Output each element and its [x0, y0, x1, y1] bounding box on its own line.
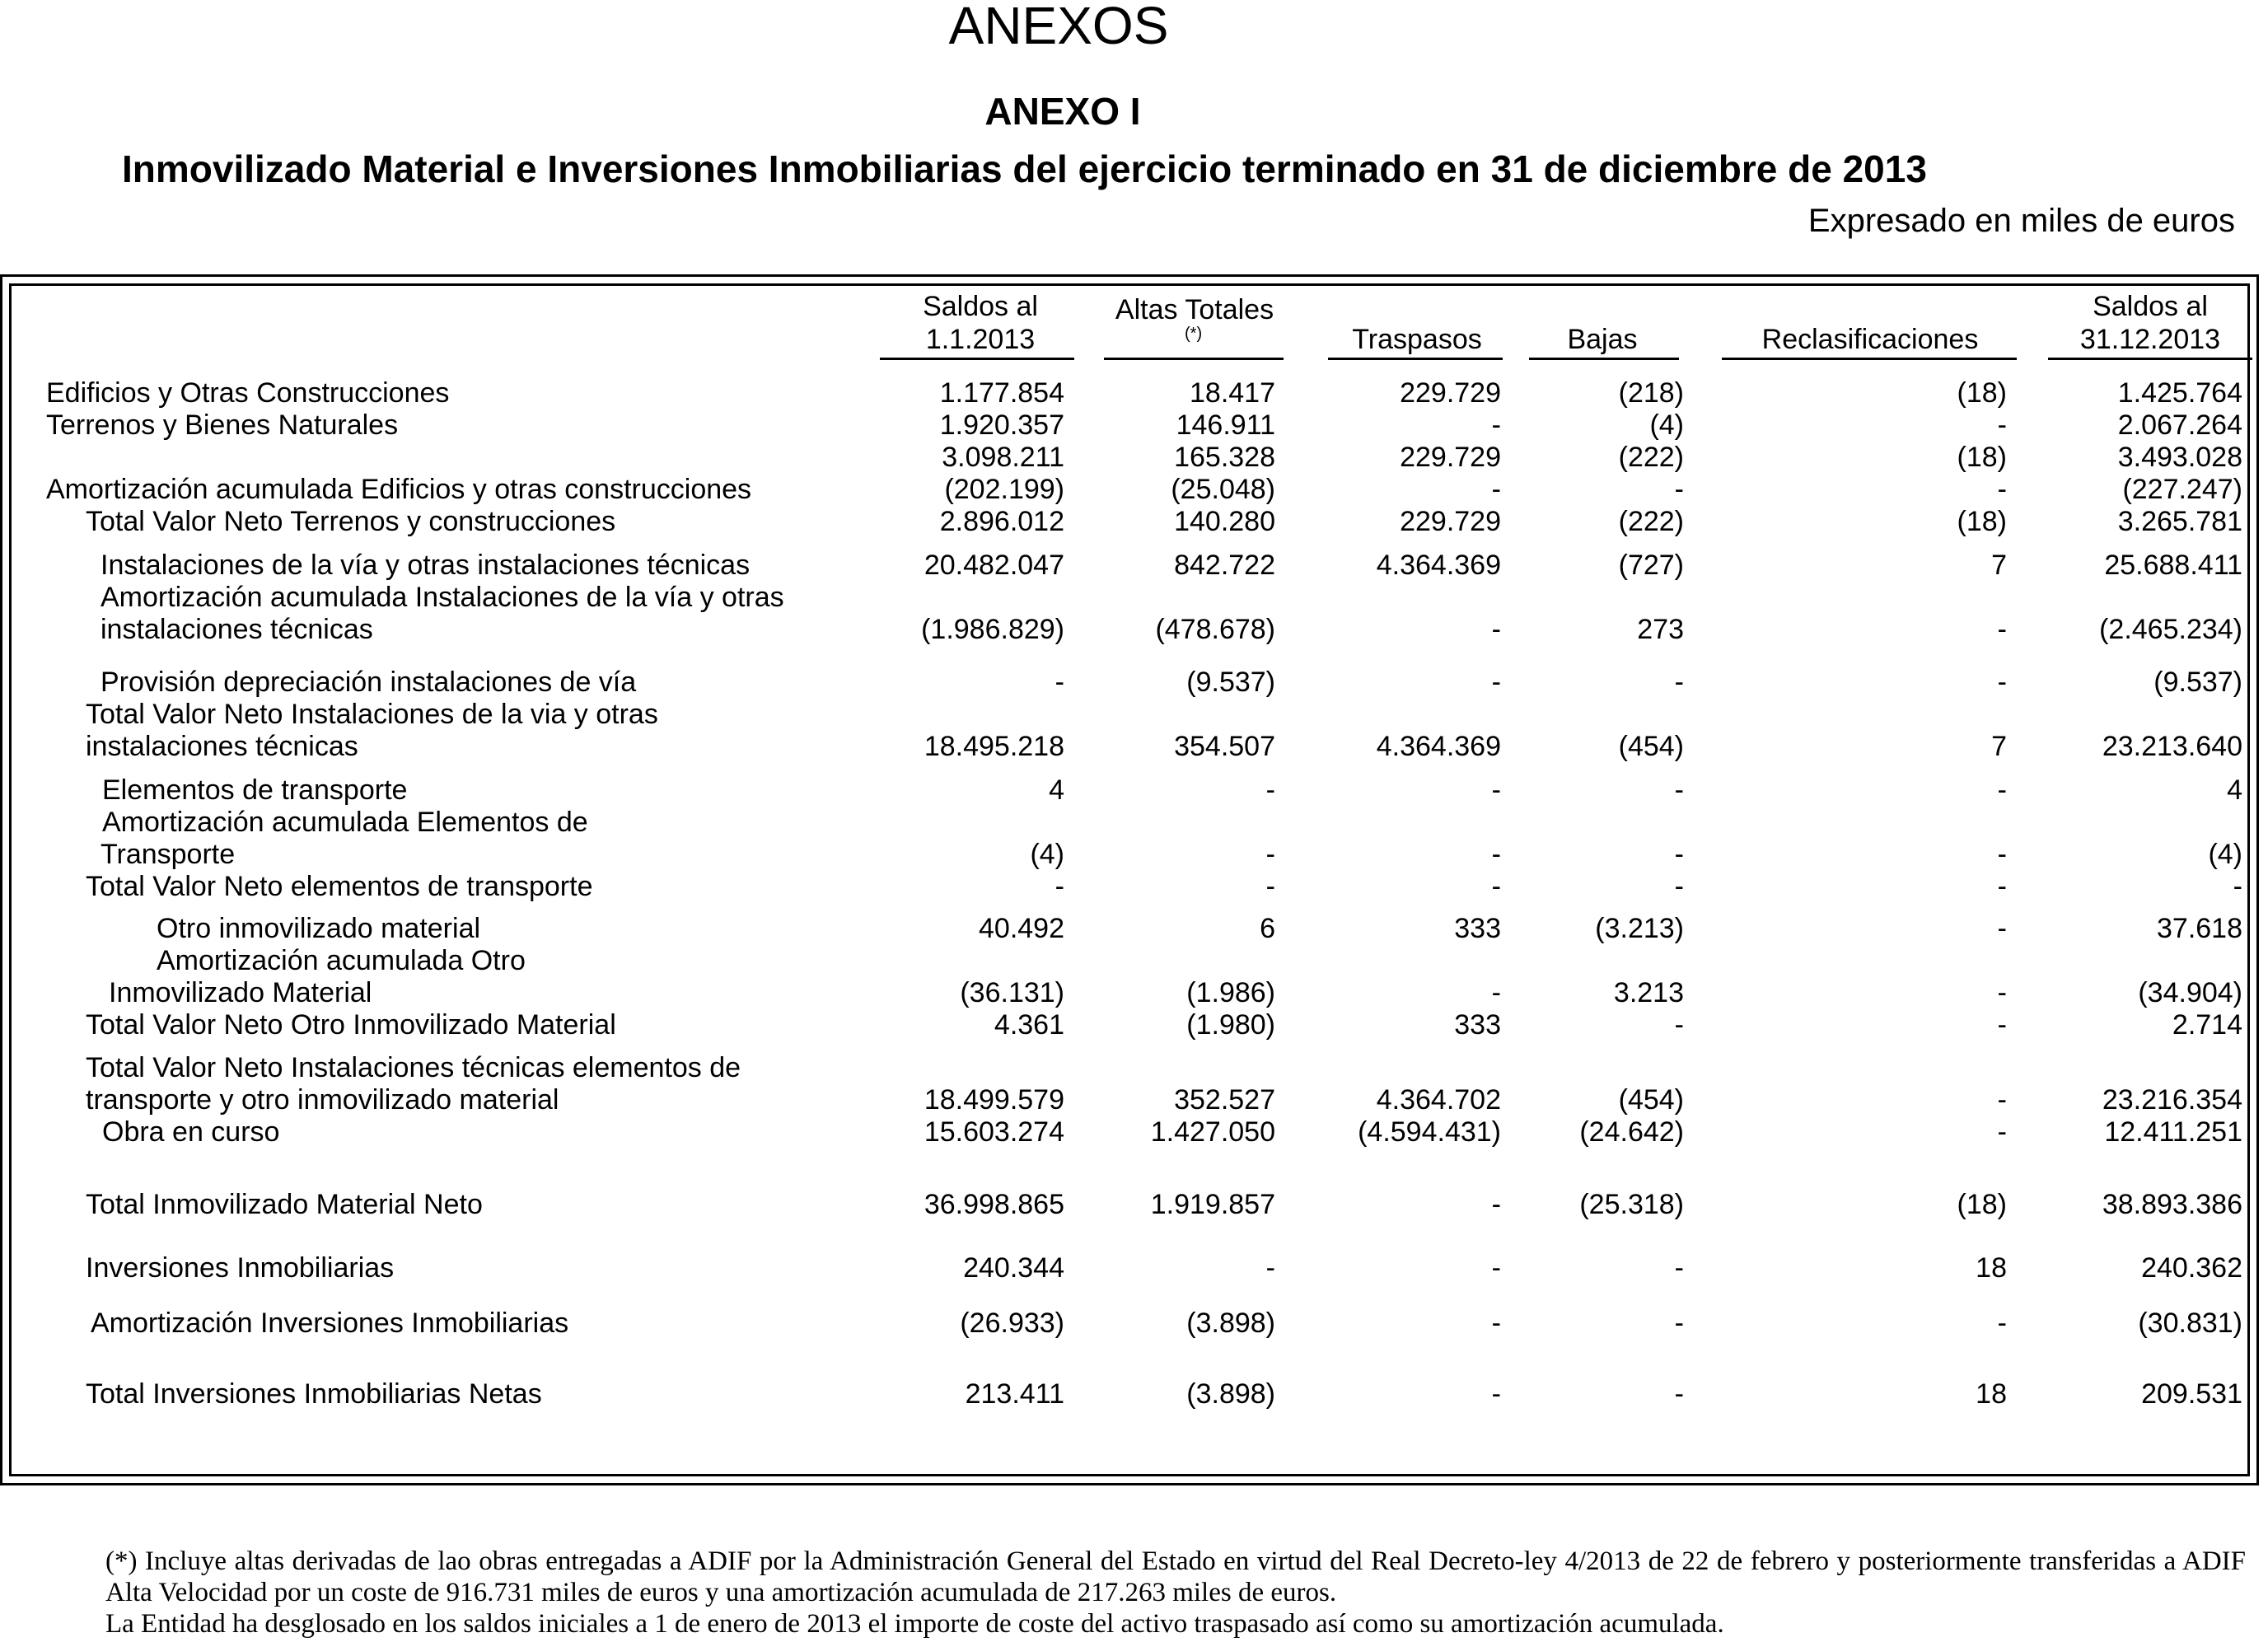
cell-opening: 2.896.012 [939, 506, 1064, 537]
cell-reclassifications: (18) [1957, 506, 2007, 537]
col-header-line1: Altas Totales [1115, 294, 1274, 325]
cell-additions: (1.980) [1186, 1009, 1275, 1041]
row-label: Otro inmovilizado material [157, 913, 481, 944]
cell-reclassifications: (18) [1957, 442, 2007, 473]
table-row [0, 441, 2259, 474]
cell-closing: 3.493.028 [2117, 442, 2242, 473]
cell-additions: 842.722 [1174, 550, 1275, 581]
cell-opening: 4 [1049, 774, 1064, 806]
cell-reclassifications: (18) [1957, 1189, 2007, 1220]
cell-opening: (26.933) [960, 1308, 1064, 1339]
cell-opening: 1.920.357 [939, 409, 1064, 441]
cell-reclassifications: - [1997, 409, 2007, 441]
cell-additions: 165.328 [1174, 442, 1275, 473]
cell-transfers: 4.364.369 [1376, 550, 1501, 581]
col-header-line2: Reclasificaciones [1761, 324, 1979, 355]
cell-transfers: 4.364.369 [1376, 731, 1501, 762]
table-row-label-line [0, 1051, 2259, 1084]
cell-reclassifications: - [1997, 839, 2007, 870]
cell-additions: - [1265, 839, 1275, 870]
cell-disposals: (727) [1618, 550, 1684, 581]
cell-opening: - [1055, 871, 1064, 902]
footnote-paragraph: (*) Incluye altas derivadas de lao obras entregadas a ADIF por la Administración General del Estado en virtud del Real Decreto-ley 4/2013 de 22 de febrero y posteriormente transferidas a ADIF Alta Velocidad por un coste de 916.731 miles de euros y una amortización acumulada de 217.263 miles de euros. [105, 1546, 2246, 1607]
col-header-line1: Saldos al [2093, 291, 2208, 322]
table-row-label-line [0, 698, 2259, 731]
row-label: Instalaciones de la vía y otras instalaciones técnicas [101, 550, 751, 581]
col-header-line2: Bajas [1567, 324, 1638, 355]
cell-disposals: - [1674, 1378, 1684, 1410]
cell-disposals: - [1674, 667, 1684, 698]
cell-opening: 240.344 [963, 1252, 1064, 1284]
row-label: Total Valor Neto elementos de transporte [86, 871, 593, 902]
cell-transfers: (4.594.431) [1358, 1116, 1501, 1148]
cell-closing: (227.247) [2122, 474, 2242, 505]
cell-transfers: 229.729 [1400, 442, 1501, 473]
cell-additions: - [1265, 774, 1275, 806]
cell-closing: (34.904) [2138, 977, 2242, 1008]
cell-reclassifications: - [1997, 977, 2007, 1008]
cell-opening: - [1055, 667, 1064, 698]
row-label: Elementos de transporte [102, 774, 408, 806]
cell-transfers: 333 [1454, 913, 1501, 944]
table-row-label-line [0, 944, 2259, 977]
table-row [0, 1083, 2259, 1116]
cell-closing: 2.714 [2172, 1009, 2242, 1041]
cell-additions: (25.048) [1171, 474, 1275, 505]
cell-disposals: (4) [1649, 409, 1684, 441]
table-row [0, 976, 2259, 1009]
unit-note: Expresado en miles de euros [1807, 203, 2235, 239]
row-label: Amortización acumulada Otro [157, 945, 526, 976]
cell-disposals: (24.642) [1579, 1116, 1684, 1148]
row-label: Amortización acumulada Edificios y otras construcciones [46, 474, 752, 505]
row-label: Provisión depreciación instalaciones de vía [101, 667, 637, 698]
cell-disposals: (454) [1618, 1084, 1684, 1116]
row-label: Total Valor Neto Instalaciones técnicas elementos de [86, 1052, 741, 1083]
cell-additions: 1.919.857 [1150, 1189, 1275, 1220]
cell-closing: (9.537) [2153, 667, 2242, 698]
cell-disposals: - [1674, 1009, 1684, 1041]
cell-disposals: - [1674, 1252, 1684, 1284]
cell-transfers: - [1491, 614, 1501, 645]
cell-additions: 140.280 [1174, 506, 1275, 537]
cell-additions: - [1265, 1252, 1275, 1284]
cell-transfers: - [1491, 977, 1501, 1008]
row-label: Amortización acumulada Instalaciones de la vía y otras [101, 582, 784, 613]
cell-additions: 18.417 [1190, 377, 1275, 409]
row-label-continued: Inmovilizado Material [109, 977, 372, 1008]
table-row [0, 666, 2259, 699]
col-header-reclassifications [1722, 323, 2018, 356]
table-row [0, 1307, 2259, 1340]
row-label: Total Inmovilizado Material Neto [86, 1189, 483, 1220]
cell-reclassifications: 18 [1976, 1378, 2007, 1410]
footnote-marker: (*) [1185, 325, 1203, 343]
cell-opening: 3.098.211 [942, 442, 1064, 473]
table-row [0, 473, 2259, 506]
table-heading: Inmovilizado Material e Inversiones Inmobiliarias del ejercicio terminado en 31 de diciembre de 2013 [122, 147, 1927, 190]
cell-closing: 23.213.640 [2102, 731, 2242, 762]
cell-closing: (2.465.234) [2099, 614, 2242, 645]
table-row [0, 505, 2259, 538]
cell-reclassifications: - [1997, 774, 2007, 806]
cell-closing: - [2233, 871, 2242, 902]
cell-opening: 20.482.047 [924, 550, 1064, 581]
cell-additions: 354.507 [1174, 731, 1275, 762]
col-underline [2048, 358, 2252, 360]
row-label: Total Valor Neto Otro Inmovilizado Material [86, 1009, 616, 1041]
cell-closing: 209.531 [2141, 1378, 2242, 1410]
cell-additions: (3.898) [1186, 1378, 1275, 1410]
cell-reclassifications: - [1997, 614, 2007, 645]
cell-opening: 15.603.274 [924, 1116, 1064, 1148]
cell-reclassifications: - [1997, 667, 2007, 698]
cell-disposals: (454) [1618, 731, 1684, 762]
cell-additions: 146.911 [1176, 409, 1275, 441]
cell-disposals: (3.213) [1595, 913, 1684, 944]
cell-disposals: - [1674, 474, 1684, 505]
table-row [0, 1188, 2259, 1221]
cell-closing: 1.425.764 [2117, 377, 2242, 409]
cell-reclassifications: 18 [1976, 1252, 2007, 1284]
row-label-continued: transporte y otro inmovilizado material [86, 1084, 559, 1116]
col-header-transfers [1318, 323, 1516, 356]
col-header-closing-balance [2051, 290, 2249, 356]
cell-reclassifications: 7 [1991, 550, 2007, 581]
cell-transfers: 229.729 [1400, 377, 1501, 409]
row-label: Total Inversiones Inmobiliarias Netas [86, 1378, 542, 1410]
cell-transfers: - [1491, 871, 1501, 902]
cell-disposals: 273 [1637, 614, 1684, 645]
cell-closing: 3.265.781 [2117, 506, 2242, 537]
cell-reclassifications: 7 [1991, 731, 2007, 762]
cell-transfers: - [1491, 774, 1501, 806]
cell-transfers: 229.729 [1400, 506, 1501, 537]
cell-reclassifications: - [1997, 1116, 2007, 1148]
cell-opening: 4.361 [994, 1009, 1064, 1041]
row-label: Total Valor Neto Terrenos y construcciones [86, 506, 616, 537]
cell-additions: 6 [1260, 913, 1275, 944]
table-row [0, 774, 2259, 807]
table-row [0, 549, 2259, 582]
col-underline [1722, 358, 2017, 360]
cell-opening: 18.495.218 [924, 731, 1064, 762]
table-row [0, 613, 2259, 646]
cell-closing: 37.618 [2157, 913, 2242, 944]
cell-opening: 40.492 [979, 913, 1064, 944]
cell-closing: 2.067.264 [2117, 409, 2242, 441]
table-row [0, 1251, 2259, 1284]
row-label-continued: Transporte [101, 839, 236, 870]
cell-opening: (1.986.829) [921, 614, 1064, 645]
cell-opening: (202.199) [944, 474, 1064, 505]
col-header-opening-balance [890, 290, 1071, 356]
table-row [0, 1378, 2259, 1410]
row-label: Inversiones Inmobiliarias [86, 1252, 395, 1284]
cell-opening: (36.131) [960, 977, 1064, 1008]
cell-transfers: 4.364.702 [1376, 1084, 1501, 1116]
cell-transfers: - [1491, 1189, 1501, 1220]
row-label: Terrenos y Bienes Naturales [46, 409, 399, 441]
col-underline [880, 358, 1074, 360]
cell-reclassifications: - [1997, 1308, 2007, 1339]
row-label: Total Valor Neto Instalaciones de la via y otras [86, 699, 658, 730]
cell-additions: - [1265, 871, 1275, 902]
table-row [0, 838, 2259, 871]
cell-transfers: - [1491, 474, 1501, 505]
col-underline [1529, 358, 1679, 360]
annex-subtitle: ANEXO I [984, 90, 1141, 133]
row-label: Amortización acumulada Elementos de [102, 807, 588, 838]
cell-disposals: (222) [1618, 506, 1684, 537]
cell-closing: 38.893.386 [2102, 1189, 2242, 1220]
table-row [0, 409, 2259, 442]
document-title: ANEXOS [948, 0, 1169, 55]
cell-closing: 12.411.251 [2104, 1116, 2242, 1148]
cell-additions: (478.678) [1155, 614, 1275, 645]
cell-transfers: - [1491, 1378, 1501, 1410]
row-label-continued: instalaciones técnicas [101, 614, 373, 645]
cell-opening: 213.411 [965, 1378, 1064, 1410]
cell-disposals: 3.213 [1613, 977, 1684, 1008]
cell-disposals: (25.318) [1579, 1189, 1684, 1220]
row-label: Edificios y Otras Construcciones [46, 377, 450, 409]
cell-closing: (30.831) [2138, 1308, 2242, 1339]
cell-transfers: - [1491, 667, 1501, 698]
table-row-label-line [0, 581, 2259, 614]
cell-opening: (4) [1030, 839, 1064, 870]
table-row [0, 870, 2259, 903]
table-row [0, 1116, 2259, 1148]
table-row-label-line [0, 806, 2259, 839]
col-header-line2: 1.1.2013 [925, 324, 1036, 355]
cell-disposals: - [1674, 871, 1684, 902]
col-header-line2: 31.12.2013 [2079, 324, 2221, 355]
cell-transfers: - [1491, 839, 1501, 870]
cell-transfers: 333 [1454, 1009, 1501, 1041]
col-header-line2: Traspasos [1352, 324, 1482, 355]
cell-additions: (9.537) [1186, 667, 1275, 698]
cell-disposals: - [1674, 1308, 1684, 1339]
cell-reclassifications: - [1997, 871, 2007, 902]
cell-transfers: - [1491, 1308, 1501, 1339]
cell-transfers: - [1491, 409, 1501, 441]
row-label: Amortización Inversiones Inmobiliarias [91, 1308, 569, 1339]
table-row [0, 912, 2259, 945]
cell-closing: 4 [2227, 774, 2242, 806]
cell-transfers: - [1491, 1252, 1501, 1284]
cell-reclassifications: - [1997, 913, 2007, 944]
col-underline [1104, 358, 1284, 360]
footnote-paragraph: La Entidad ha desglosado en los saldos iniciales a 1 de enero de 2013 el importe de coste del activo traspasado así como su amortización acumulada. [105, 1609, 1724, 1639]
cell-closing: 23.216.354 [2102, 1084, 2242, 1116]
table-row [0, 1008, 2259, 1041]
col-header-additions [1087, 293, 1302, 326]
col-underline [1328, 358, 1503, 360]
cell-closing: (4) [2208, 839, 2242, 870]
cell-disposals: (222) [1618, 442, 1684, 473]
cell-disposals: - [1674, 774, 1684, 806]
table-row [0, 377, 2259, 409]
cell-additions: (3.898) [1186, 1308, 1275, 1339]
row-label-continued: instalaciones técnicas [86, 731, 358, 762]
row-label: Obra en curso [102, 1116, 280, 1148]
cell-opening: 18.499.579 [924, 1084, 1064, 1116]
cell-closing: 240.362 [2141, 1252, 2242, 1284]
col-header-line1: Saldos al [923, 291, 1038, 322]
cell-disposals: (218) [1618, 377, 1684, 409]
table-row [0, 730, 2259, 763]
cell-opening: 1.177.854 [939, 377, 1064, 409]
cell-reclassifications: - [1997, 474, 2007, 505]
cell-disposals: - [1674, 839, 1684, 870]
col-header-disposals [1524, 323, 1681, 356]
cell-additions: (1.986) [1186, 977, 1275, 1008]
cell-closing: 25.688.411 [2104, 550, 2242, 581]
cell-reclassifications: - [1997, 1009, 2007, 1041]
cell-additions: 352.527 [1174, 1084, 1275, 1116]
cell-opening: 36.998.865 [924, 1189, 1064, 1220]
cell-reclassifications: - [1997, 1084, 2007, 1116]
cell-reclassifications: (18) [1957, 377, 2007, 409]
cell-additions: 1.427.050 [1150, 1116, 1275, 1148]
